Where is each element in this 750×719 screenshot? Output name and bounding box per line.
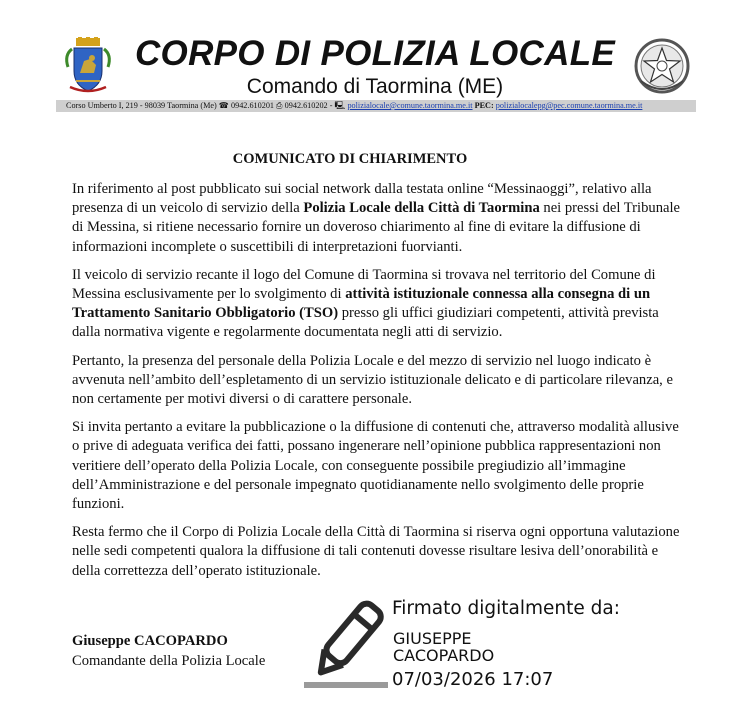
paragraph-2-bold: attività istituzionale connessa alla consegna di un Trattamento Sanitario Obbligatorio (TSO) [72, 286, 651, 322]
phone-icon: ☎ [218, 101, 229, 110]
pec-link[interactable]: polizialocalepg@pec.comune.taormina.me.it [495, 101, 643, 110]
signatory-name: Giuseppe CACOPARDO [72, 633, 228, 649]
agency-title: CORPO DI POLIZIA LOCALE [134, 34, 616, 73]
paragraph-1 [72, 180, 686, 257]
digital-signature-first-name: GIUSEPPE [393, 629, 472, 648]
email-link[interactable]: polizialocale@comune.taormina.me.it [347, 101, 473, 110]
fax-number: 0942.610202 [284, 101, 328, 110]
digital-signature-name [393, 630, 494, 664]
paragraph-1-bold: Polizia Locale della Città di Taormina [303, 200, 540, 217]
phone-number: 0942.610201 [231, 101, 274, 110]
fax-icon: ⎙ [276, 101, 283, 110]
signatory-role: Comandante della Polizia Locale [72, 653, 266, 669]
digital-signature-last-name: CACOPARDO [393, 646, 495, 665]
agency-subtitle: Comando di Taormina (ME) [246, 75, 504, 98]
paragraph-3: Pertanto, la presenza del personale della Polizia Locale e del mezzo di servizio nel luogo indicato è avvenuta nell’ambito dell’espletamento di un servizio istituzionale delicato e di particolare rilevanza, e non certamente per motivi diversi o di carattere personale. [72, 352, 673, 408]
pen-signature-icon [300, 596, 392, 692]
paragraph-2-text-a: Il veicolo di servizio recante il logo del Comune di Taormina si trovava nel territorio del Comune di Messina esclusivamente per lo svolgimento di [72, 266, 656, 303]
address-bar: Corso Umberto I, 219 - 98039 Taormina (Me) ☎ 0942.610201 ⎙ 0942.610202 - 🖳 polizialocale@comune.taormina.me.it PEC: polizialocalepg@pec.comune.taormina.me.it [56, 100, 696, 112]
paragraph-1-text-c: nei pressi del Tribunale di Messina, si ritiene necessario fornire un doveroso chiarimento al fine di evitare la diffusione di informazioni incomplete o suscettibili di interpretazioni fuorvianti. [72, 200, 681, 255]
address-text: Corso Umberto I, 219 - 98039 Taormina (Me) [66, 101, 217, 110]
paragraph-2 [72, 266, 686, 343]
pec-label: PEC: [474, 101, 494, 110]
digital-signature-label: Firmato digitalmente da: [392, 598, 620, 619]
paragraph-4: Si invita pertanto a evitare la pubblicazione o la diffusione di contenuti che, attraverso modalità allusive o prive di adeguata verifica dei fatti, possano ingenerare nell’opinione pubblica rappresentazioni non veritiere dell’operato della Polizia Locale, con conseguente possibile pregiudizio all’immagine dell’Amministrazione e del personale impegnato quotidianamente nello svolgimento delle proprie funzioni. [72, 419, 679, 513]
document-heading: COMUNICATO DI CHIARIMENTO [232, 151, 468, 167]
paragraph-5: Resta fermo che il Corpo di Polizia Locale della Città di Taormina si riserva ogni opportuna valutazione nelle sedi competenti qualora la diffusione di tali contenuti dovesse risultare lesiva dell’onorabilità e della correttezza dell’operato istituzionale. [72, 524, 680, 579]
computer-icon: 🖳 [334, 101, 346, 110]
paragraph-2-text-c: presso gli uffici giudiziari competenti, attività prevista dalla normativa vigente e regolarmente documentata negli atti di servizio. [72, 305, 659, 341]
paragraph-1-text-a: In riferimento al post pubblicato sui social network dalla testata online “Messinaoggi”, relativo alla presenza di un veicolo di servizio della [72, 181, 652, 217]
document-body [72, 180, 686, 590]
digital-signature-datetime: 07/03/2026 17:07 [392, 669, 554, 690]
